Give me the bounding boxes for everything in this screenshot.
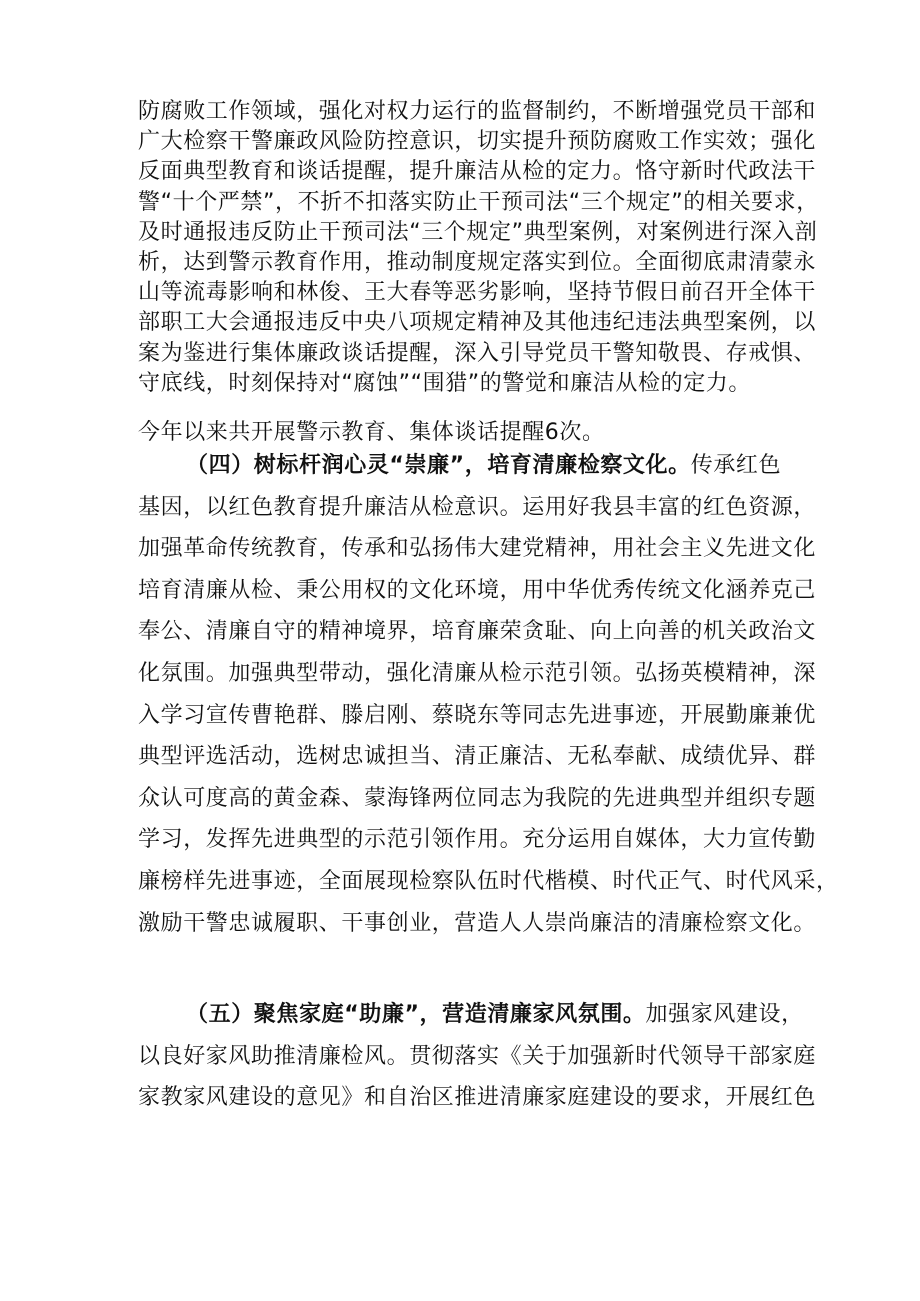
- section-four-first-line: [138, 445, 798, 487]
- text-line: 入学习宣传曹艳群、滕启刚、蔡晓东等同志先进事迹，开展勤廉兼优: [138, 702, 817, 728]
- text-line: 学习，发挥先进典型的示范引领作用。充分运用自媒体，大力宣传勤: [138, 827, 817, 853]
- section-four: [138, 445, 839, 944]
- text-line: 反面典型教育和谈话提醒，提升廉洁从检的定力。恪守新时代政法干: [138, 159, 817, 185]
- section-four-heading: （四）树标杆润心灵“崇廉”，培育清廉检察文化。: [186, 453, 691, 478]
- text-line: 山等流毒影响和林俊、王大春等恶劣影响，坚持节假日前召开全体干: [138, 280, 817, 306]
- text-line: 析，达到警示教育作用，推动制度规定落实到位。全面彻底肃清蒙永: [138, 250, 817, 276]
- section-five-heading: （五）聚焦家庭“助廉”，营造清廉家风氛围。: [186, 1002, 646, 1027]
- text-line: 化氛围。加强典型带动，强化清廉从检示范引领。弘扬英模精神，深: [138, 660, 817, 686]
- summary-line: 今年以来共开展警示教育、集体谈话提醒6次。: [138, 420, 605, 445]
- text-line: 廉榜样先进事迹，全面展现检察队伍时代楷模、时代正气、时代风采，: [138, 868, 839, 894]
- text-line: 部职工大会通报违反中央八项规定精神及其他违纪违法典型案例，以: [138, 310, 817, 336]
- text-line: 家教家风建设的意见》和自治区推进清廉家庭建设的要求，开展红色: [138, 1085, 817, 1111]
- text-line: 警“十个严禁”，不折不扣落实防止干预司法“三个规定”的相关要求，: [138, 189, 819, 215]
- text-line: 基因，以红色教育提升廉洁从检意识。运用好我县丰富的红色资源，: [138, 494, 817, 520]
- section-four-first-line-text: 传承红色: [690, 453, 782, 478]
- text-line: 广大检察干警廉政风险防控意识，切实提升预防腐败工作实效；强化: [138, 129, 817, 155]
- text-line: 典型评选活动，选树忠诚担当、清正廉洁、无私奉献、成绩优异、群: [138, 744, 817, 770]
- text-line: 案为鉴进行集体廉政谈话提醒，深入引导党员干警知敬畏、存戒惧、: [138, 340, 817, 366]
- text-line: 培育清廉从检、秉公用权的文化环境，用中华优秀传统文化涵养克己: [138, 577, 817, 603]
- section-five-first-line: [138, 994, 804, 1036]
- text-line: 奉公、清廉自守的精神境界，培育廉荣贪耻、向上向善的机关政治文: [138, 619, 817, 645]
- paragraph-warning-education: [138, 97, 819, 399]
- section-five: [138, 994, 817, 1119]
- text-line: 防腐败工作领域，强化对权力运行的监督制约，不断增强党员干部和: [138, 99, 817, 124]
- text-line: 以良好家风助推清廉检风。贯彻落实《关于加强新时代领导干部家庭: [138, 1043, 817, 1069]
- summary-paragraph: [138, 418, 798, 448]
- text-line: 守底线，时刻保持对“腐蚀”“围猎”的警觉和廉洁从检的定力。: [138, 370, 751, 396]
- text-line: 加强革命传统教育，传承和弘扬伟大建党精神，用社会主义先进文化: [138, 536, 817, 562]
- text-line: 众认可度高的黄金森、蒙海锋两位同志为我院的先进典型并组织专题: [138, 785, 817, 811]
- section-five-first-line-text: 加强家风建设，: [645, 1002, 804, 1027]
- text-line: 及时通报违反防止干预司法“三个规定”典型案例，对案例进行深入剖: [138, 219, 818, 245]
- text-line: 激励干警忠诚履职、干事创业，营造人人崇尚廉洁的清廉检察文化。: [138, 910, 817, 936]
